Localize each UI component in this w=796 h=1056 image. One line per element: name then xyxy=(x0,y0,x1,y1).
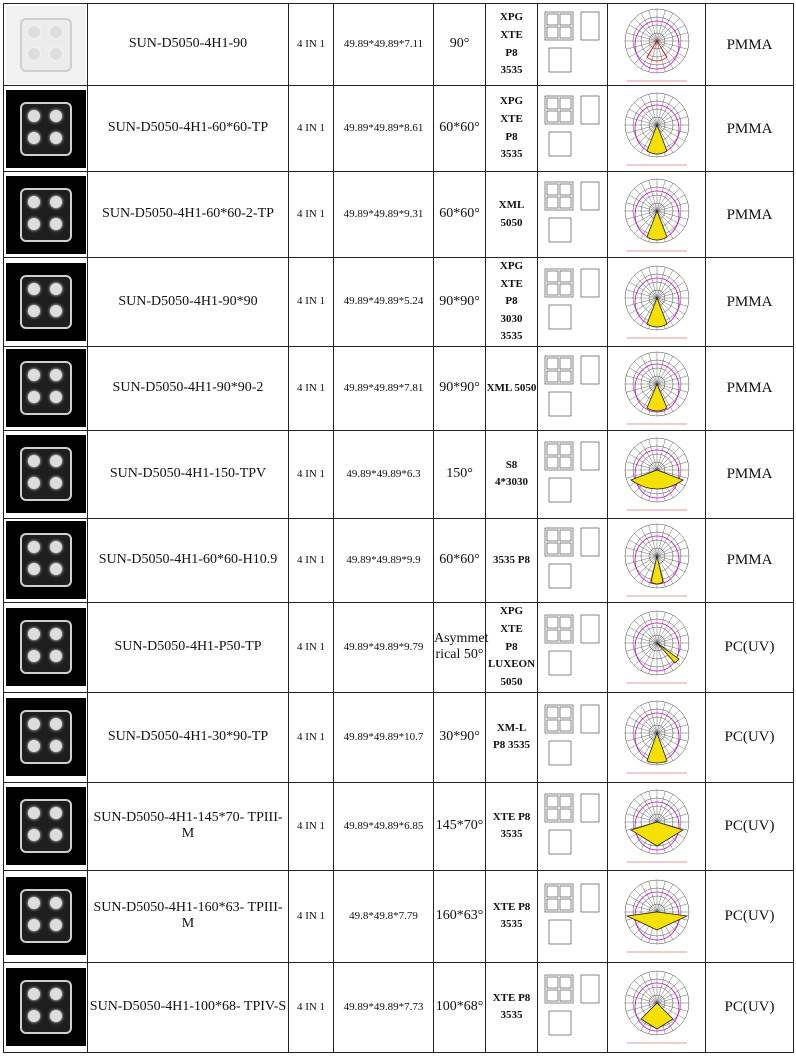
polar-light-distribution-diagram xyxy=(617,89,697,169)
table-row xyxy=(4,172,794,258)
led-type: 3535 P8 xyxy=(493,553,530,566)
product-table-body xyxy=(4,4,794,1053)
model-name: SUN-D5050-4H1-90*90 xyxy=(118,293,258,309)
model-name: SUN-D5050-4H1-60*60-TP xyxy=(107,120,269,136)
beam-angle-cell xyxy=(434,692,486,782)
polar-diagram-cell xyxy=(608,172,706,258)
material: PC(UV) xyxy=(724,639,775,656)
technical-drawing xyxy=(541,263,605,335)
material-cell xyxy=(706,346,794,430)
led-type: P8 3535 xyxy=(493,739,530,752)
dimensions-cell xyxy=(334,430,434,518)
polar-diagram-cell xyxy=(608,346,706,430)
product-photo-cell xyxy=(4,602,88,692)
model-name-cell xyxy=(88,4,289,86)
beam-angle: 90° xyxy=(449,36,470,52)
table-row xyxy=(4,518,794,602)
configuration: 4 IN 1 xyxy=(296,121,326,134)
material: PC(UV) xyxy=(724,818,775,835)
beam-angle: 60*60° xyxy=(439,552,480,568)
led-types-cell xyxy=(486,962,538,1052)
led-type: 3535 xyxy=(500,918,523,931)
material: PC(UV) xyxy=(724,999,775,1016)
product-photo-cell xyxy=(4,782,88,870)
led-type: XML xyxy=(498,198,525,211)
model-name-cell xyxy=(88,86,289,172)
model-name: SUN-D5050-4H1-150-TPV xyxy=(109,466,267,482)
material: PC(UV) xyxy=(724,729,775,746)
beam-angle: Asymmet rical 50° xyxy=(434,630,489,663)
dimensions-cell xyxy=(334,86,434,172)
led-type: 4*3030 xyxy=(495,476,528,489)
led-type: XM-L xyxy=(496,721,527,734)
polar-light-distribution-diagram xyxy=(617,434,697,514)
model-name: SUN-D5050-4H1-160*63- TPIII-M xyxy=(93,899,283,932)
configuration: 4 IN 1 xyxy=(296,467,326,480)
led-type: XML 5050 xyxy=(486,381,537,394)
drawing-cell xyxy=(538,86,608,172)
product-photo-cell xyxy=(4,962,88,1052)
polar-light-distribution-diagram xyxy=(617,786,697,866)
led-type: 3030 xyxy=(500,312,523,325)
led-type: P8 xyxy=(505,130,518,143)
technical-drawing xyxy=(541,788,605,860)
model-name-cell xyxy=(88,518,289,602)
polar-light-distribution-diagram xyxy=(617,876,697,956)
configuration-cell xyxy=(289,692,334,782)
configuration: 4 IN 1 xyxy=(296,1000,326,1013)
configuration-cell xyxy=(289,782,334,870)
lens-product-photo xyxy=(6,698,86,776)
led-type: P8 xyxy=(505,640,518,653)
beam-angle: 60*60° xyxy=(439,120,480,136)
lens-product-photo xyxy=(6,90,86,168)
led-type: 3535 xyxy=(500,1009,523,1022)
beam-angle-cell xyxy=(434,258,486,347)
dimensions: 49.89*49.89*9.79 xyxy=(343,640,424,653)
model-name: SUN-D5050-4H1-100*68- TPIV-S xyxy=(89,999,287,1015)
configuration: 4 IN 1 xyxy=(296,295,326,308)
led-type: XTE xyxy=(500,112,523,125)
dimensions-cell xyxy=(334,4,434,86)
product-photo-cell xyxy=(4,518,88,602)
dimensions-cell xyxy=(334,518,434,602)
material-cell xyxy=(706,518,794,602)
technical-drawing xyxy=(541,969,605,1041)
led-type: XPG xyxy=(499,11,524,24)
led-type: LUXEON xyxy=(487,658,536,671)
led-types-cell xyxy=(486,86,538,172)
material-cell xyxy=(706,172,794,258)
drawing-cell xyxy=(538,870,608,962)
lens-product-photo xyxy=(6,521,86,599)
led-type: 3535 xyxy=(500,148,523,161)
model-name-cell xyxy=(88,602,289,692)
beam-angle-cell xyxy=(434,518,486,602)
model-name: SUN-D5050-4H1-30*90-TP xyxy=(107,729,269,745)
table-row xyxy=(4,4,794,86)
beam-angle: 60*60° xyxy=(439,206,480,222)
led-type: 3535 xyxy=(500,64,523,77)
material: PMMA xyxy=(726,552,773,569)
dimensions: 49.89*49.89*9.31 xyxy=(343,207,424,220)
configuration-cell xyxy=(289,518,334,602)
configuration-cell xyxy=(289,602,334,692)
lens-product-photo xyxy=(6,787,86,865)
beam-angle: 30*90° xyxy=(439,729,480,745)
material-cell xyxy=(706,602,794,692)
lens-product-photo xyxy=(6,877,86,955)
product-photo-cell xyxy=(4,4,88,86)
configuration-cell xyxy=(289,870,334,962)
product-photo-cell xyxy=(4,870,88,962)
dimensions-cell xyxy=(334,602,434,692)
drawing-cell xyxy=(538,602,608,692)
beam-angle: 145*70° xyxy=(435,818,484,834)
led-types-cell xyxy=(486,870,538,962)
led-type: XTE P8 xyxy=(492,991,531,1004)
table-row xyxy=(4,782,794,870)
configuration: 4 IN 1 xyxy=(296,819,326,832)
dimensions: 49.89*49.89*9.9 xyxy=(346,553,421,566)
beam-angle-cell xyxy=(434,602,489,692)
technical-drawing xyxy=(541,176,605,248)
led-types-cell xyxy=(486,782,538,870)
material-cell xyxy=(706,870,794,962)
led-type: XPG xyxy=(499,605,524,618)
configuration: 4 IN 1 xyxy=(296,37,326,50)
table-row xyxy=(4,602,794,692)
polar-diagram-cell xyxy=(608,602,706,692)
polar-diagram-cell xyxy=(608,870,706,962)
lens-product-photo xyxy=(6,6,86,84)
technical-drawing xyxy=(541,609,605,681)
model-name: SUN-D5050-4H1-90 xyxy=(128,36,248,52)
material: PC(UV) xyxy=(724,908,775,925)
dimensions-cell xyxy=(334,782,434,870)
led-types-cell xyxy=(486,692,538,782)
polar-light-distribution-diagram xyxy=(617,5,697,85)
table-row xyxy=(4,346,794,430)
configuration-cell xyxy=(289,346,334,430)
led-type: 3535 xyxy=(500,828,523,841)
beam-angle-cell xyxy=(434,430,486,518)
table-row xyxy=(4,430,794,518)
lens-product-photo xyxy=(6,349,86,427)
beam-angle: 90*90° xyxy=(439,380,480,396)
polar-light-distribution-diagram xyxy=(617,967,697,1047)
material: PMMA xyxy=(726,293,773,310)
lens-product-photo xyxy=(6,968,86,1046)
led-type: 3535 xyxy=(500,330,523,343)
configuration-cell xyxy=(289,430,334,518)
beam-angle-cell xyxy=(434,172,486,258)
polar-light-distribution-diagram xyxy=(617,697,697,777)
led-types-cell xyxy=(486,258,538,347)
led-type: P8 xyxy=(505,46,518,59)
configuration: 4 IN 1 xyxy=(296,730,326,743)
led-type: XPG xyxy=(499,95,524,108)
table-row xyxy=(4,86,794,172)
product-photo-cell xyxy=(4,86,88,172)
model-name-cell xyxy=(88,870,289,962)
beam-angle-cell xyxy=(434,4,486,86)
dimensions: 49.89*49.89*6.3 xyxy=(346,467,421,480)
drawing-cell xyxy=(538,4,608,86)
dimensions: 49.89*49.89*7.81 xyxy=(343,381,424,394)
polar-diagram-cell xyxy=(608,430,706,518)
polar-light-distribution-diagram xyxy=(617,348,697,428)
beam-angle: 90*90° xyxy=(439,293,480,309)
lens-product-photo xyxy=(6,176,86,254)
technical-drawing xyxy=(541,699,605,771)
led-type: XTE xyxy=(500,28,523,41)
model-name-cell xyxy=(88,962,289,1052)
material-cell xyxy=(706,430,794,518)
drawing-cell xyxy=(538,346,608,430)
beam-angle-cell xyxy=(434,86,486,172)
configuration-cell xyxy=(289,962,334,1052)
beam-angle: 160*63° xyxy=(435,908,484,924)
product-photo-cell xyxy=(4,172,88,258)
led-type: XTE P8 xyxy=(492,900,531,913)
material: PMMA xyxy=(726,206,773,223)
beam-angle-cell xyxy=(434,346,486,430)
configuration-cell xyxy=(289,86,334,172)
led-type: XTE xyxy=(500,623,523,636)
material-cell xyxy=(706,4,794,86)
polar-diagram-cell xyxy=(608,782,706,870)
beam-angle-cell xyxy=(434,782,486,870)
configuration-cell xyxy=(289,172,334,258)
model-name-cell xyxy=(88,430,289,518)
dimensions-cell xyxy=(334,258,434,347)
dimensions-cell xyxy=(334,870,434,962)
drawing-cell xyxy=(538,258,608,347)
material-cell xyxy=(706,782,794,870)
led-types-cell xyxy=(486,346,538,430)
material-cell xyxy=(706,692,794,782)
drawing-cell xyxy=(538,782,608,870)
product-photo-cell xyxy=(4,258,88,347)
configuration-cell xyxy=(289,258,334,347)
beam-angle: 150° xyxy=(446,466,473,482)
beam-angle-cell xyxy=(434,870,486,962)
drawing-cell xyxy=(538,518,608,602)
drawing-cell xyxy=(538,172,608,258)
dimensions: 49.89*49.89*7.73 xyxy=(343,1000,424,1013)
configuration: 4 IN 1 xyxy=(296,553,326,566)
polar-diagram-cell xyxy=(608,258,706,347)
technical-drawing xyxy=(541,878,605,950)
drawing-cell xyxy=(538,962,608,1052)
dimensions-cell xyxy=(334,346,434,430)
polar-diagram-cell xyxy=(608,86,706,172)
dimensions-cell xyxy=(334,962,434,1052)
polar-light-distribution-diagram xyxy=(617,262,697,342)
drawing-cell xyxy=(538,692,608,782)
table-row xyxy=(4,258,794,347)
configuration-cell xyxy=(289,4,334,86)
beam-angle: 100*68° xyxy=(435,999,484,1015)
table-row xyxy=(4,692,794,782)
table-row xyxy=(4,962,794,1052)
led-type: 5050 xyxy=(500,216,523,229)
led-type: 5050 xyxy=(500,675,523,688)
configuration: 4 IN 1 xyxy=(296,207,326,220)
model-name-cell xyxy=(88,258,289,347)
polar-diagram-cell xyxy=(608,962,706,1052)
led-types-cell xyxy=(486,518,538,602)
led-type: XPG xyxy=(499,260,524,272)
polar-diagram-cell xyxy=(608,692,706,782)
product-photo-cell xyxy=(4,346,88,430)
technical-drawing xyxy=(541,6,605,78)
material-cell xyxy=(706,258,794,347)
led-type: P8 xyxy=(505,295,518,308)
model-name-cell xyxy=(88,172,289,258)
led-type: S8 xyxy=(505,458,518,471)
polar-diagram-cell xyxy=(608,518,706,602)
material: PMMA xyxy=(726,36,773,53)
lens-product-photo xyxy=(6,263,86,341)
dimensions: 49.89*49.89*5.24 xyxy=(343,295,424,308)
technical-drawing xyxy=(541,436,605,508)
led-types-cell xyxy=(486,430,538,518)
model-name: SUN-D5050-4H1-P50-TP xyxy=(114,639,262,655)
dimensions: 49.89*49.89*8.61 xyxy=(343,121,424,134)
led-types-cell xyxy=(486,602,538,692)
configuration: 4 IN 1 xyxy=(296,909,326,922)
polar-light-distribution-diagram xyxy=(617,520,697,600)
product-photo-cell xyxy=(4,692,88,782)
polar-light-distribution-diagram xyxy=(617,607,697,687)
led-types-cell xyxy=(486,172,538,258)
dimensions: 49.89*49.89*7.11 xyxy=(343,37,424,50)
material: PMMA xyxy=(726,120,773,137)
technical-drawing xyxy=(541,90,605,162)
dimensions: 49.8*49.8*7.79 xyxy=(349,909,418,922)
drawing-cell xyxy=(538,430,608,518)
lens-product-photo xyxy=(6,435,86,513)
configuration: 4 IN 1 xyxy=(296,640,326,653)
product-table xyxy=(3,3,794,1053)
table-row xyxy=(4,870,794,962)
technical-drawing xyxy=(541,522,605,594)
configuration: 4 IN 1 xyxy=(296,381,326,394)
material: PMMA xyxy=(726,466,773,483)
model-name-cell xyxy=(88,782,289,870)
dimensions: 49.89*49.89*10.7 xyxy=(343,730,424,743)
model-name: SUN-D5050-4H1-60*60-2-TP xyxy=(102,206,274,222)
model-name: SUN-D5050-4H1-90*90-2 xyxy=(112,380,264,396)
dimensions-cell xyxy=(334,172,434,258)
material: PMMA xyxy=(726,380,773,397)
technical-drawing xyxy=(541,350,605,422)
material-cell xyxy=(706,962,794,1052)
polar-light-distribution-diagram xyxy=(617,175,697,255)
beam-angle-cell xyxy=(434,962,486,1052)
model-name: SUN-D5050-4H1-60*60-H10.9 xyxy=(98,552,278,568)
model-name-cell xyxy=(88,346,289,430)
dimensions: 49.89*49.89*6.85 xyxy=(343,819,424,832)
led-types-cell xyxy=(486,4,538,86)
led-type: XTE P8 xyxy=(492,810,531,823)
model-name: SUN-D5050-4H1-145*70- TPIII-M xyxy=(93,809,283,842)
lens-product-photo xyxy=(6,608,86,686)
product-photo-cell xyxy=(4,430,88,518)
model-name-cell xyxy=(88,692,289,782)
polar-diagram-cell xyxy=(608,4,706,86)
material-cell xyxy=(706,86,794,172)
dimensions-cell xyxy=(334,692,434,782)
led-type: XTE xyxy=(500,277,523,290)
